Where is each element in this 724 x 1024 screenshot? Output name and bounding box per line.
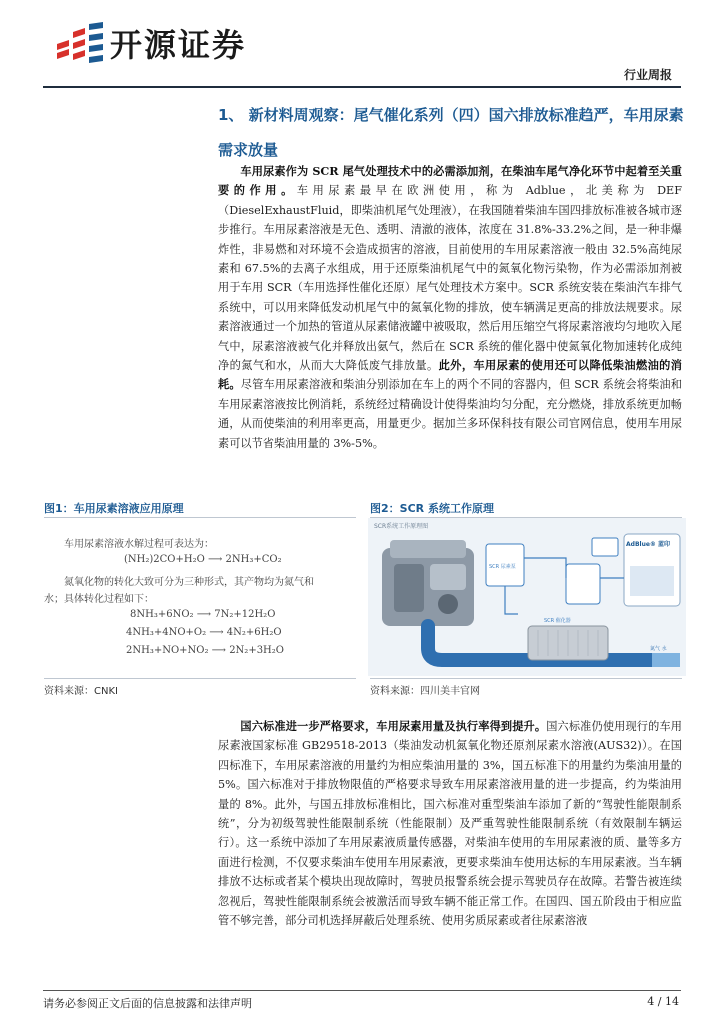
scr-pump-label: SCR 尿素泵	[489, 564, 516, 570]
page-number: 4 / 14	[647, 995, 679, 1008]
brand-name: 开源证券	[110, 26, 247, 64]
paragraph-lead: 车用尿素作为 SCR 尾气处理技术中的必需添加剂，在柴油车尾气净化环节中起着至关重要的作用。	[218, 164, 682, 198]
paragraph-text: 车用尿素最早在欧洲使用，称为 Adblue，北美称为 DEF（DieselExhaustFluid，即柴油机尾气处理液），在我国随着柴油车国四排放标准被各城市逐步推行。车用尿素溶液是无色、透明、清澈的液体，浓度在 31.8%-33.2%之间，是一种非爆炸性，非易燃和对环境不会造成损害的溶液，目前使用的车用尿素溶液一般由 32.5%高纯尿素和 67.5%的去离子水组成，用于还原柴油机尾气中的氮氧化物污染物，作为必需添加剂被用于车用 SCR（车用选择性催化还原）尾气处理技术方案中。SCR 系统安装在柴油汽车排气系统中，可以用来降低发动机尾气中的氮氧化物的排放，使车辆满足更高的排放法规要求。尿素溶液通过一个加热的管道从尿素储液罐中被吸取，然后用压缩空气将尿素溶液均匀地吹入尾气中，尿素溶液被气化并释放出氨气，然后在 SCR 系统的催化器中使氮氧化物加速转化成纯净的氮气和水，从而大大降低废气排放量。	[218, 184, 682, 373]
formula-intro: 车用尿素溶液水解过程可表达为：	[64, 539, 214, 550]
adblue-label: AdBlue® 蓝印	[626, 541, 670, 548]
formula-hydrolysis: (NH₂)2CO+H₂O ⟶ 2NH₃+CO₂	[124, 554, 282, 565]
figure1-formula-image	[44, 527, 354, 677]
source-value: 四川美丰官网	[420, 686, 480, 697]
body-paragraph-national-six	[218, 717, 682, 930]
report-type-tag: 行业周报	[623, 68, 672, 82]
canister-liquid	[630, 566, 674, 596]
scr-system-diagram	[368, 518, 686, 676]
exhaust-output-label: 氮气 水	[650, 646, 667, 652]
adblue-tank-icon	[566, 564, 600, 604]
brand-logo-icon	[55, 22, 105, 64]
header-divider	[43, 86, 681, 88]
figure1-title: 图1：车用尿素溶液应用原理	[44, 502, 184, 515]
catalyst-label: SCR 催化器	[544, 618, 571, 624]
figure2-source	[370, 682, 480, 697]
formula-reaction-2: 4NH₃+4NO+O₂ ⟶ 4N₂+6H₂O	[126, 627, 282, 638]
figure1-top-rule	[44, 517, 356, 518]
figure1-bottom-rule	[44, 678, 356, 679]
formula-description: 氮氧化物的转化大致可分为三种形式，其产物均为氮气和	[64, 577, 314, 588]
control-unit-icon	[592, 538, 618, 556]
formula-description-cont: 水；具体转化过程如下：	[44, 594, 154, 605]
figure2-title: 图2：SCR 系统工作原理	[370, 502, 494, 515]
engine-icon	[382, 540, 474, 626]
source-value: CNKI	[94, 686, 118, 697]
paragraph-text: 国六标准仍使用现行的车用尿素液国家标准 GB29518-2013（柴油发动机氮氧化物还原剂尿素水溶液(AUS32)）。在国四标准下，车用尿素溶液的用量约为相应柴油用量的 3%，国五标准下的用量约为柴油用量的 5%。国六标准对于排放物限值的严格要求导致车用尿素溶液用量的进一步提高，约为柴油用量的 8%。此外，与国五排放标准相比，国六标准对重型柴油车添加了新的“驾驶性能限制系统”，分为初级驾驶性能限制系统（性能限制）及严重驾驶性能限制系统（有效限制车辆运行）。这一系统中添加了车用尿素液质量传感器，对柴油车使用的车用尿素液的质、量等多方面进行检测，不仅要求柴油车使用车用尿素液，更要求柴油车使用达标的车用尿素液。当车辆排放不达标或者某个模块出现故障时，驾驶员报警系统会提示驾驶员存在故障。若警告被连续忽视后，驾驶性能限制系统会被激活而导致车辆不能正常工作。在国四、国五阶段由于相应监管不够完善，部分司机选择屏蔽后处理系统、使用劣质尿素或者往尿素溶液	[218, 720, 682, 928]
paragraph-text: 尽管车用尿素溶液和柴油分别添加在车上的两个不同的容器内，但 SCR 系统会将柴油和车用尿素溶液按比例消耗，系统经过精确设计使得柴油均匀分配，充分燃烧，排放系统更加畅通，从而使柴油的利用率更高，用量更少。据加兰多环保科技有限公司官网信息，使用车用尿素可以节省柴油用量的 3%-5%。	[218, 378, 682, 450]
paragraph-highlight: 此外，车用尿素的使用还可以降低柴油燃油的消耗。	[218, 358, 682, 392]
footer-divider	[43, 990, 681, 991]
source-label: 资料来源：	[44, 686, 94, 697]
formula-reaction-1: 8NH₃+6NO₂ ⟶ 7N₂+12H₂O	[130, 609, 276, 620]
formula-reaction-3: 2NH₃+NO+NO₂ ⟶ 2N₂+3H₂O	[126, 645, 284, 656]
body-paragraph-urea-role	[218, 162, 682, 453]
section-title: 1、 新材料周观察：尾气催化系列（四）国六排放标准趋严，车用尿素需求放量	[218, 106, 684, 159]
figure2-bottom-rule	[370, 678, 682, 679]
footer-disclaimer: 请务必参阅正文后面的信息披露和法律声明	[43, 997, 252, 1010]
source-label: 资料来源：	[370, 686, 420, 697]
figure1-source	[44, 682, 118, 697]
paragraph-lead: 国六标准进一步严格要求，车用尿素用量及执行率得到提升。	[240, 719, 547, 733]
diagram-header: SCR系统工作原理图	[374, 523, 429, 530]
